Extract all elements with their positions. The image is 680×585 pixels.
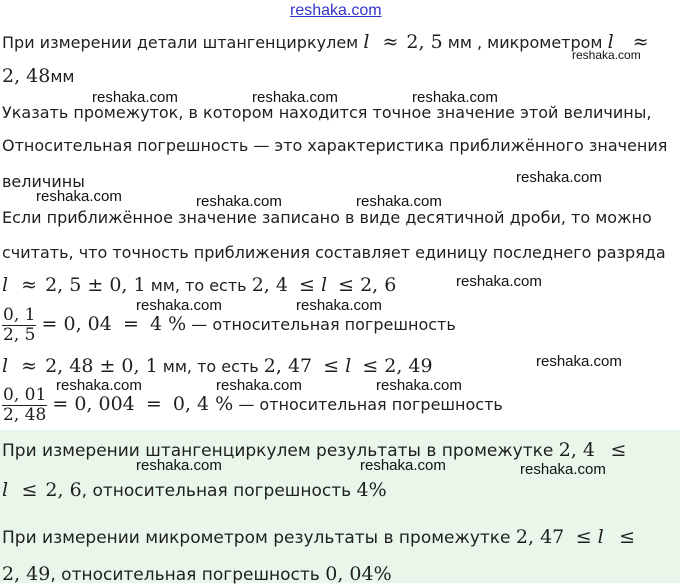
problem-line-3: Указать промежуток, в котором находится точное значение этой величины, <box>2 103 652 122</box>
math-var-l: l <box>320 274 328 296</box>
math-var-l: l <box>2 355 9 377</box>
math-value: 2, 4 <box>251 274 288 296</box>
problem-text: мм , микрометром <box>442 33 608 52</box>
theory-line-2: величины <box>2 172 85 191</box>
math-value: 2, 5 ± 0, 1 <box>45 274 146 296</box>
answer-line-1 <box>2 440 626 461</box>
math-leq: ≤ <box>362 355 379 377</box>
math-leq: ≤ <box>299 274 315 296</box>
calc-text: мм, то есть <box>145 276 252 295</box>
math-value: 2, 5 <box>406 31 443 53</box>
answer-text: , относительная погрешность <box>50 565 326 585</box>
math-value: 2, 48 <box>2 65 51 87</box>
theory-line-3: Если приближённое значение записано в виде десятичной дроби, то можно <box>2 208 652 227</box>
watermark-text: reshaka.com <box>412 89 498 106</box>
math-value: 2, 6 <box>360 274 397 296</box>
watermark-text: reshaka.com <box>536 353 622 370</box>
fraction-denominator: 2, 48 <box>3 405 47 425</box>
watermark-text: reshaka.com <box>360 457 446 474</box>
answer-text: , относительная погрешность <box>81 481 357 501</box>
watermark-text: reshaka.com <box>216 377 302 394</box>
problem-line-2 <box>2 66 75 87</box>
calc-line-3 <box>2 356 433 377</box>
watermark-text: reshaka.com <box>356 193 442 210</box>
calc-text: мм, то есть <box>157 357 264 376</box>
math-var-l: l <box>607 31 614 53</box>
calc-text: — относительная погрешность <box>186 315 456 334</box>
math-leq: ≤ <box>619 526 636 548</box>
math-var-l: l <box>597 526 604 548</box>
math-approx: ≈ <box>632 31 649 53</box>
math-percent: 4 % <box>149 313 187 335</box>
theory-line-4: считать, что точность приближения составляет единицу последнего разряда <box>2 243 666 262</box>
fraction-denominator: 2, 5 <box>3 325 36 345</box>
watermark-text: reshaka.com <box>92 89 178 106</box>
math-value: 2, 47 <box>515 526 565 548</box>
answer-line-4 <box>2 564 392 585</box>
math-value: 2, 6 <box>45 479 82 501</box>
answer-text: При измерении микрометром результаты в промежутке <box>2 528 516 548</box>
watermark-text: reshaka.com <box>136 297 222 314</box>
math-value: = 0, 04 <box>41 313 112 335</box>
watermark-text: reshaka.com <box>296 297 382 314</box>
math-leq: ≤ <box>610 439 627 461</box>
math-equals: = <box>122 313 139 335</box>
math-percent: 4% <box>356 479 387 501</box>
watermark-text: reshaka.com <box>516 169 602 186</box>
calc-line-2 <box>2 302 456 347</box>
unit-text: мм <box>50 67 75 86</box>
watermark-text: reshaka.com <box>572 48 641 62</box>
watermark-text: reshaka.com <box>456 273 542 290</box>
problem-line-1 <box>2 32 649 53</box>
math-leq: ≤ <box>21 479 38 501</box>
watermark-text: reshaka.com <box>252 89 338 106</box>
math-value: 2, 48 ± 0, 1 <box>45 355 158 377</box>
math-value: = 0, 004 <box>52 393 135 415</box>
calc-text: — относительная погрешность <box>233 395 503 414</box>
math-approx: ≈ <box>21 355 38 377</box>
watermark-text: reshaka.com <box>56 377 142 394</box>
math-approx: ≈ <box>382 31 399 53</box>
watermark-text: reshaka.com <box>36 188 122 205</box>
math-value: 2, 49 <box>384 355 433 377</box>
problem-text: При измерении детали штангенциркулем <box>2 33 364 52</box>
math-equals: = <box>145 393 162 415</box>
fraction-numerator: 0, 1 <box>3 305 36 325</box>
answer-line-2 <box>2 480 387 501</box>
math-value: 2, 47 <box>263 355 313 377</box>
math-leq: ≤ <box>575 526 592 548</box>
fraction-numerator: 0, 01 <box>3 385 47 405</box>
math-leq: ≤ <box>323 355 340 377</box>
answer-line-3 <box>2 527 635 548</box>
answer-text: При измерении штангенциркулем результаты в промежутке <box>2 441 559 461</box>
math-approx: ≈ <box>21 274 38 296</box>
theory-line-1: Относительная погрешность — это характеристика приближённого значения <box>2 136 668 155</box>
math-percent: 0, 4 % <box>172 393 234 415</box>
math-value: 2, 49 <box>2 563 51 585</box>
watermark-text: reshaka.com <box>520 461 606 478</box>
watermark-text: reshaka.com <box>136 457 222 474</box>
watermark-link[interactable]: reshaka.com <box>290 2 382 19</box>
math-var-l: l <box>345 355 352 377</box>
math-leq: ≤ <box>338 274 355 296</box>
watermark-text: reshaka.com <box>376 377 462 394</box>
math-percent: 0, 04% <box>325 563 392 585</box>
calc-line-1 <box>2 275 396 296</box>
watermark-text: reshaka.com <box>196 193 282 210</box>
math-var-l: l <box>2 479 9 501</box>
math-var-l: l <box>2 274 9 296</box>
math-var-l: l <box>363 31 370 53</box>
fraction <box>2 386 47 425</box>
math-value: 2, 4 <box>558 439 596 461</box>
fraction <box>2 306 36 345</box>
